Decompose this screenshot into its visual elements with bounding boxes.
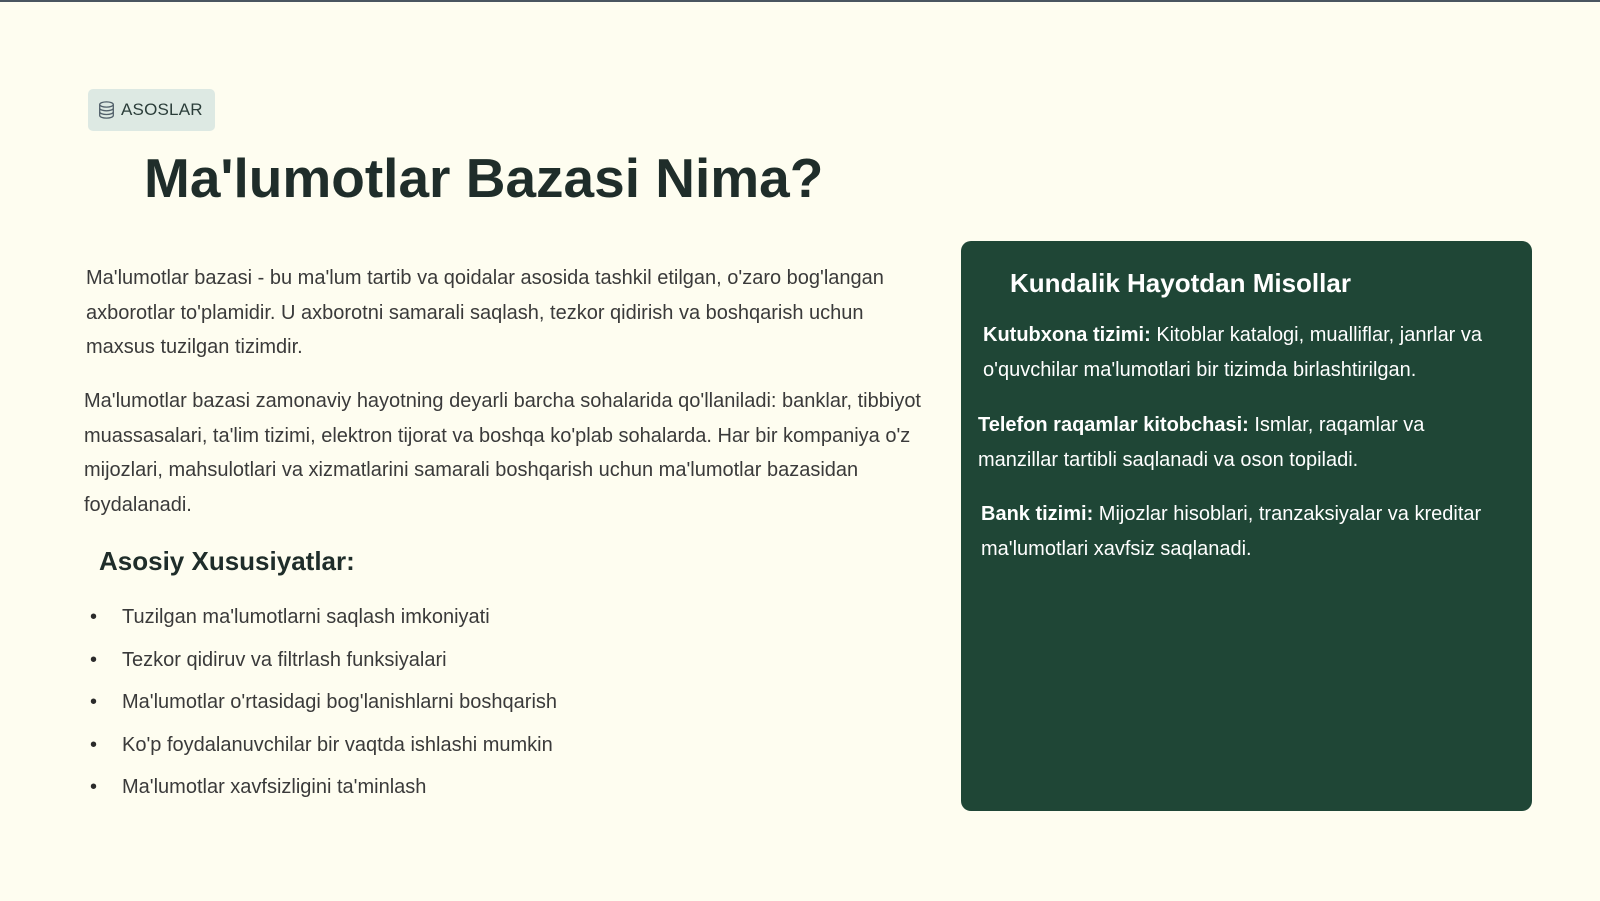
section-badge [88, 89, 215, 131]
bullet: • [90, 733, 98, 756]
example-text: Kitoblar katalogi, mualliflar, janrlar va o'quvchilar ma'lumotlari bir tizimda birlashtirilgan. [983, 324, 1483, 381]
example-bank [981, 497, 1501, 566]
list-item [90, 685, 557, 728]
page-title: Ma'lumotlar Bazasi Nima? [144, 147, 824, 209]
example-text: Ismlar, raqamlar va manzillar tartibli saqlanadi va oson topiladi. [978, 414, 1425, 471]
features-list [90, 600, 557, 813]
bullet: • [90, 691, 98, 713]
top-divider [0, 0, 1600, 2]
features-heading: Asosiy Xususiyatlar: [99, 546, 355, 576]
bullet: • [90, 606, 98, 628]
list-item-text: Ko'p foydalanuvchilar bir vaqtda ishlashi mumkin [122, 733, 553, 756]
list-item [90, 728, 557, 771]
bullet: • [90, 648, 98, 671]
examples-card [961, 241, 1532, 811]
bullet: • [90, 776, 98, 798]
usage-paragraph: Ma'lumotlar bazasi zamonaviy hayotning deyarli barcha sohalarida qo'llaniladi: banklar, tibbiyot muassasalari, ta'lim tizimi, elektron tijorat va boshqa ko'plab sohalarda. Har bir kompaniya o'z mijozlari, mahsulotlari va xizmatlarini samarali boshqarish uchun ma'lumotlar bazasidan foydalanadi. [84, 390, 921, 516]
intro-paragraph: Ma'lumotlar bazasi - bu ma'lum tartib va qoidalar asosida tashkil etilgan, o'zaro bog'langan axborotlar to'plamidir. U axborotni samarali saqlash, tezkor qidirish va boshqarish uchun maxsus tuzilgan tizimdir. [86, 267, 884, 358]
list-item-text: Ma'lumotlar o'rtasidagi bog'lanishlarni boshqarish [122, 691, 558, 713]
example-label: Bank tizimi: [981, 503, 1094, 525]
list-item-text: Tuzilgan ma'lumotlarni saqlash imkoniyati [122, 606, 490, 628]
example-label: Telefon raqamlar kitobchasi: [978, 414, 1249, 436]
list-item [90, 600, 557, 643]
list-item [90, 643, 557, 686]
list-item-text: Tezkor qidiruv va filtrlash funksiyalari [122, 648, 447, 671]
examples-heading: Kundalik Hayotdan Misollar [1010, 268, 1351, 298]
database-icon [98, 101, 115, 119]
example-text: Mijozlar hisoblari, tranzaksiyalar va kreditar ma'lumotlari xavfsiz saqlanadi. [981, 503, 1482, 560]
example-label: Kutubxona tizimi: [983, 324, 1151, 346]
badge-label: ASOSLAR [121, 100, 203, 119]
list-item [90, 770, 557, 813]
example-library [983, 318, 1503, 387]
example-phonebook [978, 408, 1498, 477]
list-item-text: Ma'lumotlar xavfsizligini ta'minlash [122, 776, 427, 798]
